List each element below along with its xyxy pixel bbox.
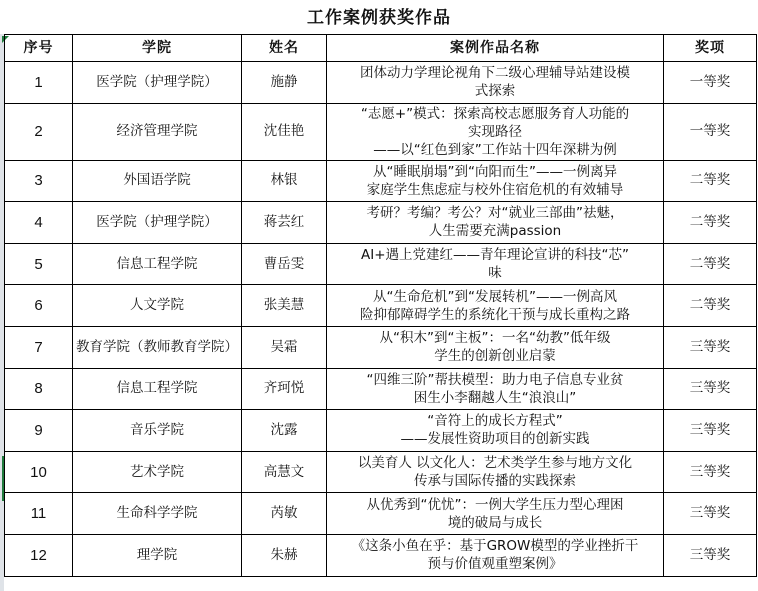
cell-no[interactable]: 9 — [5, 410, 73, 452]
work-line: 家庭学生焦虑症与校外住宿危机的有效辅导 — [366, 181, 624, 198]
work-line: AI+遇上党建红——青年理论宣讲的科技“芯” — [360, 247, 629, 264]
header-work[interactable]: 案例作品名称 — [327, 35, 664, 62]
cell-work[interactable] — [327, 410, 664, 452]
cell-no[interactable]: 4 — [5, 202, 73, 244]
work-line: 预与价值观重塑案例》 — [427, 556, 563, 573]
work-line: 传承与国际传播的实践探索 — [414, 473, 576, 490]
cell-work[interactable] — [327, 451, 664, 493]
cell-college[interactable]: 信息工程学院 — [73, 368, 242, 410]
table-row — [5, 493, 757, 535]
table-row — [5, 285, 757, 327]
work-line: 考研？考编？考公？对“就业三部曲”祛魅， — [366, 205, 624, 222]
cell-college[interactable]: 音乐学院 — [73, 410, 242, 452]
cell-name[interactable]: 沈露 — [242, 410, 327, 452]
work-line: 味 — [488, 265, 502, 282]
cell-work[interactable] — [327, 103, 664, 160]
cell-work[interactable] — [327, 326, 664, 368]
table-row — [5, 62, 757, 104]
cell-college[interactable]: 艺术学院 — [73, 451, 242, 493]
cell-award[interactable]: 二等奖 — [664, 160, 757, 202]
work-line: ——发展性资助项目的创新实践 — [400, 431, 590, 448]
cell-no[interactable]: 2 — [5, 103, 73, 160]
page-title: 工作案例获奖作品 — [307, 8, 451, 28]
cell-name[interactable]: 蒋芸红 — [242, 202, 327, 244]
table-row — [5, 243, 757, 285]
cell-award[interactable]: 三等奖 — [664, 451, 757, 493]
cell-no[interactable]: 8 — [5, 368, 73, 410]
cell-work[interactable] — [327, 368, 664, 410]
cell-work[interactable] — [327, 202, 664, 244]
header-award[interactable]: 奖项 — [664, 35, 757, 62]
work-line: 从“睡眠崩塌”到“向阳而生”——一例离异 — [373, 163, 617, 180]
cell-no[interactable]: 11 — [5, 493, 73, 535]
cell-college[interactable]: 医学院（护理学院） — [73, 202, 242, 244]
table-row — [5, 368, 757, 410]
work-line: 《这条小鱼在乎：基于GROW模型的学业挫折干 — [351, 538, 639, 555]
work-line: “四维三阶”帮扶模型：助力电子信息专业贫 — [366, 371, 624, 388]
table-row — [5, 534, 757, 576]
cell-work[interactable] — [327, 243, 664, 285]
cell-no[interactable]: 7 — [5, 326, 73, 368]
header-name[interactable]: 姓名 — [242, 35, 327, 62]
cell-name[interactable]: 高慧文 — [242, 451, 327, 493]
header-college[interactable]: 学院 — [73, 35, 242, 62]
cell-name[interactable]: 张美慧 — [242, 285, 327, 327]
cell-no[interactable]: 10 — [5, 451, 73, 493]
cell-work[interactable] — [327, 534, 664, 576]
header-row — [5, 35, 757, 62]
work-line: “志愿+”模式：探索高校志愿服务育人功能的 — [360, 105, 630, 122]
work-line: 学生的创新创业启蒙 — [434, 348, 556, 365]
cell-no[interactable]: 3 — [5, 160, 73, 202]
table-row — [5, 103, 757, 160]
cell-college[interactable]: 教育学院（教师教育学院） — [73, 326, 242, 368]
cell-award[interactable]: 二等奖 — [664, 202, 757, 244]
work-line: 困生小李翻越人生“浪浪山” — [413, 389, 577, 406]
table-row — [5, 202, 757, 244]
cell-college[interactable]: 理学院 — [73, 534, 242, 576]
cell-award[interactable]: 三等奖 — [664, 534, 757, 576]
cell-college[interactable]: 外国语学院 — [73, 160, 242, 202]
cell-name[interactable]: 曹岳雯 — [242, 243, 327, 285]
cell-award[interactable]: 三等奖 — [664, 326, 757, 368]
work-line: “音符上的成长方程式” — [427, 413, 563, 430]
awards-table — [4, 34, 757, 577]
cell-name[interactable]: 施静 — [242, 62, 327, 104]
work-line: 以美育人 以文化人：艺术类学生参与地方文化 — [357, 455, 633, 472]
work-line: 从“生命危机”到“发展转机”——一例高风 — [373, 288, 617, 305]
cell-name[interactable]: 朱赫 — [242, 534, 327, 576]
work-line: 从“积木”到“主板”：一名“幼教”低年级 — [379, 330, 611, 347]
cell-name[interactable]: 芮敏 — [242, 493, 327, 535]
cell-award[interactable]: 三等奖 — [664, 368, 757, 410]
cell-award[interactable]: 一等奖 — [664, 62, 757, 104]
cell-name[interactable]: 齐珂悦 — [242, 368, 327, 410]
cell-work[interactable] — [327, 62, 664, 104]
cell-work[interactable] — [327, 493, 664, 535]
cell-college[interactable]: 人文学院 — [73, 285, 242, 327]
work-line: ——以“红色到家”工作站十四年深耕为例 — [373, 141, 617, 158]
table-row — [5, 160, 757, 202]
cell-no[interactable]: 5 — [5, 243, 73, 285]
work-line: 从优秀到“优忧”：一例大学生压力型心理困 — [366, 496, 624, 513]
header-no[interactable]: 序号 — [5, 35, 73, 62]
cell-name[interactable]: 林银 — [242, 160, 327, 202]
work-line: 实现路径 — [468, 123, 522, 140]
cell-no[interactable]: 6 — [5, 285, 73, 327]
cell-work[interactable] — [327, 160, 664, 202]
work-line: 险抑郁障碍学生的系统化干预与成长重构之路 — [360, 306, 630, 323]
cell-college[interactable]: 医学院（护理学院） — [73, 62, 242, 104]
cell-award[interactable]: 二等奖 — [664, 285, 757, 327]
cell-name[interactable]: 吴霜 — [242, 326, 327, 368]
table-row — [5, 451, 757, 493]
work-line: 团体动力学理论视角下二级心理辅导站建设模 — [360, 65, 630, 82]
work-line: 人生需要充满passion — [428, 223, 562, 240]
cell-no[interactable]: 1 — [5, 62, 73, 104]
cell-no[interactable]: 12 — [5, 534, 73, 576]
work-line: 境的破局与成长 — [447, 514, 543, 531]
cell-award[interactable]: 二等奖 — [664, 243, 757, 285]
table-row — [5, 326, 757, 368]
cell-award[interactable]: 三等奖 — [664, 410, 757, 452]
work-line: 式探索 — [474, 83, 516, 100]
cell-college[interactable]: 生命科学学院 — [73, 493, 242, 535]
cell-work[interactable] — [327, 285, 664, 327]
cell-college[interactable]: 信息工程学院 — [73, 243, 242, 285]
table-row — [5, 410, 757, 452]
cell-college[interactable]: 经济管理学院 — [73, 103, 242, 160]
cell-award[interactable]: 三等奖 — [664, 493, 757, 535]
cell-name[interactable]: 沈佳艳 — [242, 103, 327, 160]
cell-award[interactable]: 一等奖 — [664, 103, 757, 160]
